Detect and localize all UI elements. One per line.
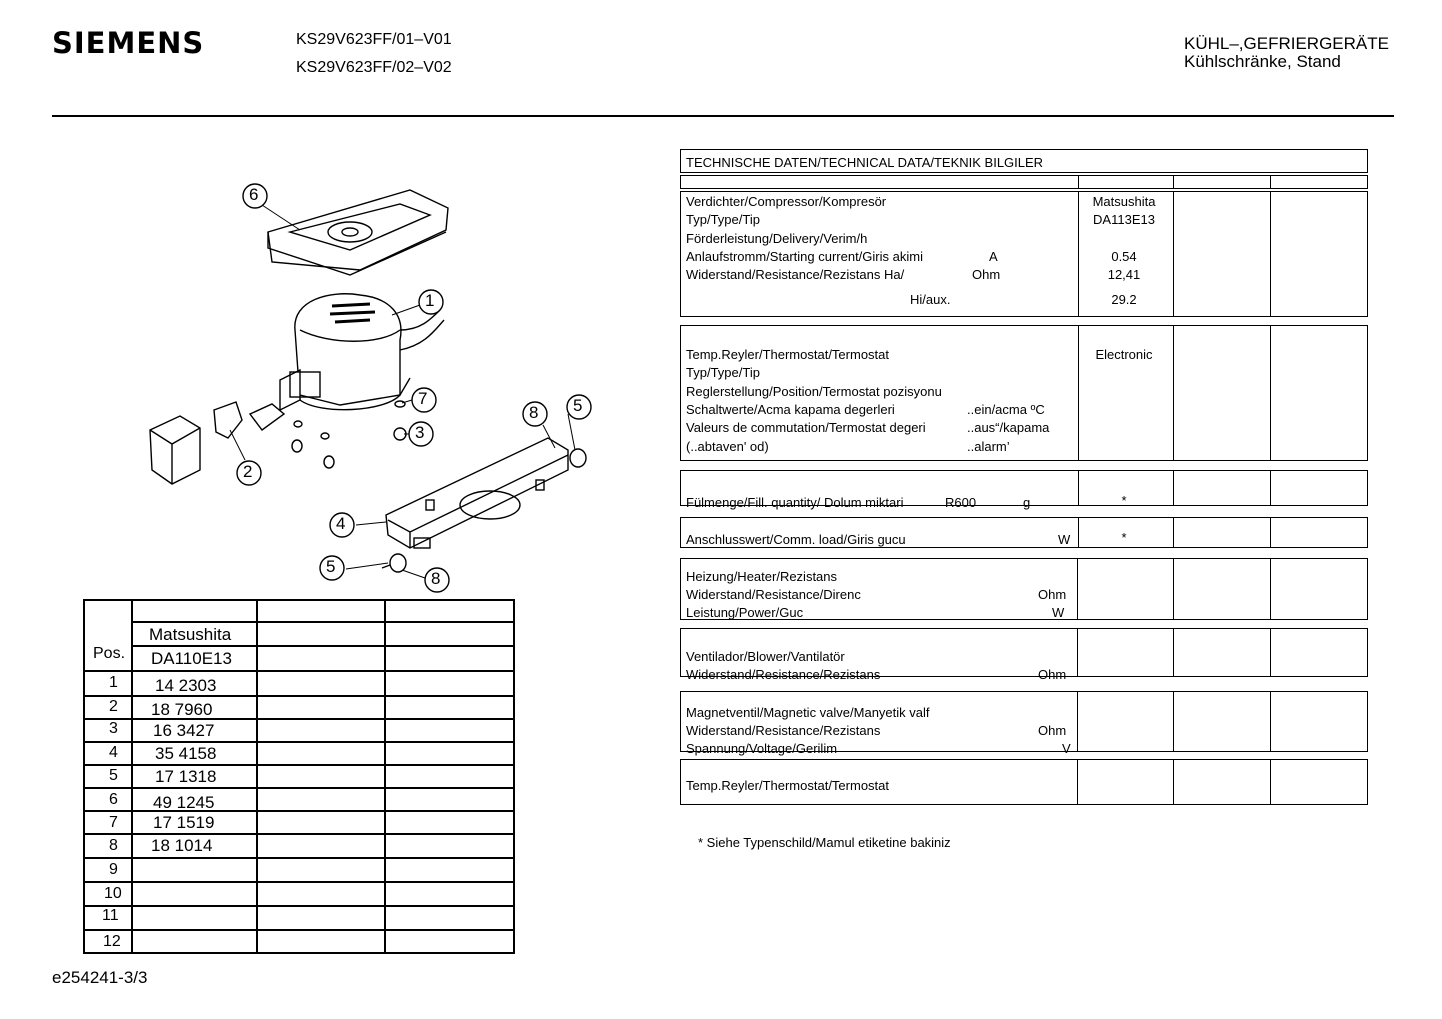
switch-values-label: Schaltwerte/Acma kapama degerleri — [686, 402, 895, 417]
connected-load-value: * — [1121, 530, 1127, 545]
tech-title: TECHNISCHE DATEN/TECHNICAL DATA/TEKNIK BILGILER — [686, 155, 1044, 170]
pos-6: 6 — [109, 791, 118, 808]
on-sub-label: ..ein/acma ºC — [967, 402, 1045, 417]
part-1: 14 2303 — [155, 676, 217, 695]
part-8: 18 1014 — [151, 836, 213, 855]
parts-table — [83, 599, 517, 955]
defrost-label: (..abtaven' od) — [686, 439, 769, 454]
connected-load-unit: W — [1058, 532, 1071, 547]
starting-current-unit: A — [989, 249, 998, 264]
heater-resistance-unit: Ohm — [1038, 587, 1067, 602]
part-6: 49 1245 — [153, 793, 215, 812]
starting-current-value: 0.54 — [1111, 249, 1137, 264]
tech-column-header — [680, 175, 1368, 189]
callout-4: 4 — [336, 514, 346, 533]
blower-label: Ventilador/Blower/Vantilatör — [686, 649, 845, 664]
pos-10: 10 — [104, 885, 122, 902]
part-7: 17 1519 — [153, 813, 215, 832]
thermostat-label: Temp.Reyler/Thermostat/Termostat — [686, 347, 890, 362]
pos-9: 9 — [109, 861, 118, 878]
mounting-rail-drawing — [386, 438, 568, 548]
heater-resistance-label: Widerstand/Resistance/Direnc — [686, 587, 861, 602]
brand-logo: SIEMENS — [52, 26, 205, 60]
small-parts-drawing — [292, 401, 406, 468]
thermostat-value: Electronic — [1095, 347, 1153, 362]
heater-section — [680, 558, 1368, 620]
parts-maker: Matsushita — [149, 625, 232, 644]
commutation-label: Valeurs de commutation/Termostat degeri — [686, 420, 926, 435]
blower-section — [680, 628, 1368, 682]
pos-7: 7 — [109, 814, 118, 831]
thermostat-type-label: Typ/Type/Tip — [686, 365, 760, 380]
valve-voltage-label: Spannung/Voltage/Gerilim — [686, 741, 838, 756]
pos-4: 4 — [109, 744, 118, 761]
resistance-label: Widerstand/Resistance/Rezistans Ha/ — [686, 267, 905, 282]
compressor-label: Verdichter/Compressor/Kompresör — [686, 194, 887, 209]
fill-value: * — [1121, 493, 1127, 508]
type-plate-note: * Siehe Typenschild/Mamul etiketine bakiniz — [698, 835, 951, 850]
magnetic-valve-label: Magnetventil/Magnetic valve/Manyetik valf — [686, 705, 930, 720]
callout-8-bottom: 8 — [431, 569, 441, 588]
alarm-sub-label: ..alarm’ — [967, 439, 1010, 454]
fill-unit: g — [1023, 495, 1031, 510]
thermostat-section — [680, 325, 1368, 461]
fill-quantity-label: Fülmenge/Fill. quantity/ Dolum miktari — [686, 495, 904, 510]
aux-resistance-value: 29.2 — [1111, 292, 1137, 307]
compressor-maker: Matsushita — [1092, 194, 1156, 209]
exploded-parts-diagram — [130, 180, 610, 600]
part-4: 35 4158 — [155, 744, 217, 763]
valve-resistance-unit: Ohm — [1038, 723, 1067, 738]
pos-header: Pos. — [93, 645, 126, 662]
part-3: 16 3427 — [153, 721, 215, 740]
connected-load-label: Anschlusswert/Comm. load/Giris gucu — [686, 532, 906, 547]
part-2: 18 7960 — [151, 700, 213, 719]
callout-3: 3 — [415, 423, 425, 442]
callout-2: 2 — [243, 462, 253, 481]
tech-title-box — [680, 149, 1368, 173]
part-5: 17 1318 — [155, 767, 217, 786]
header-divider — [52, 115, 1394, 117]
heater-label: Heizung/Heater/Rezistans — [686, 569, 838, 584]
valve-voltage-unit: V — [1062, 741, 1071, 756]
blower-resistance-label: Widerstand/Resistance/Rezistans — [686, 667, 881, 682]
document-id: e254241-3/3 — [52, 968, 148, 987]
connected-load-section — [680, 517, 1368, 548]
callout-8-top: 8 — [529, 403, 539, 422]
magnetic-valve-section — [680, 691, 1368, 756]
category-subtitle: Kühlschränke, Stand — [1184, 52, 1341, 71]
callout-5-bottom: 5 — [326, 557, 336, 576]
pos-12: 12 — [103, 933, 121, 950]
pos-8: 8 — [109, 837, 118, 854]
callout-1: 1 — [425, 291, 435, 310]
off-sub-label: ..aus“/kapama — [967, 420, 1050, 435]
pos-2: 2 — [109, 698, 118, 715]
pos-3: 3 — [109, 720, 118, 737]
thermostat-position-label: Reglerstellung/Position/Termostat pozisyonu — [686, 384, 942, 399]
heater-power-label: Leistung/Power/Guc — [686, 605, 804, 620]
thermostat-2-label: Temp.Reyler/Thermostat/Termostat — [686, 778, 890, 793]
relay-drawing — [150, 402, 284, 484]
starting-current-label: Anlaufstromm/Starting current/Giris akimi — [686, 249, 923, 264]
callout-7: 7 — [418, 389, 428, 408]
compressor-section — [680, 191, 1368, 317]
valve-resistance-label: Widerstand/Resistance/Rezistans — [686, 723, 881, 738]
blower-resistance-unit: Ohm — [1038, 667, 1067, 682]
compressor-type: DA113E13 — [1093, 212, 1155, 227]
category-title: KÜHL–,GEFRIERGERÄTE — [1184, 34, 1389, 53]
pos-5: 5 — [109, 767, 118, 784]
callout-5-top: 5 — [573, 396, 583, 415]
resistance-unit: Ohm — [972, 267, 1001, 282]
callout-6: 6 — [249, 185, 259, 204]
drip-tray-drawing — [268, 190, 448, 275]
thermostat-2-section — [680, 759, 1368, 805]
aux-resistance-label: Hi/aux. — [910, 292, 951, 307]
fill-quantity-section — [680, 470, 1368, 510]
compressor-type-label: Typ/Type/Tip — [686, 212, 760, 227]
model-number-1: KS29V623FF/01–V01 — [296, 31, 452, 48]
model-number-2: KS29V623FF/02–V02 — [296, 59, 452, 76]
parts-model: DA110E13 — [151, 649, 232, 668]
pos-11: 11 — [102, 907, 119, 924]
heater-power-unit: W — [1052, 605, 1065, 620]
delivery-label: Förderleistung/Delivery/Verim/h — [686, 231, 868, 246]
refrigerant-gas: R600 — [945, 495, 977, 510]
resistance-value: 12,41 — [1107, 267, 1141, 282]
pos-1: 1 — [109, 674, 118, 691]
